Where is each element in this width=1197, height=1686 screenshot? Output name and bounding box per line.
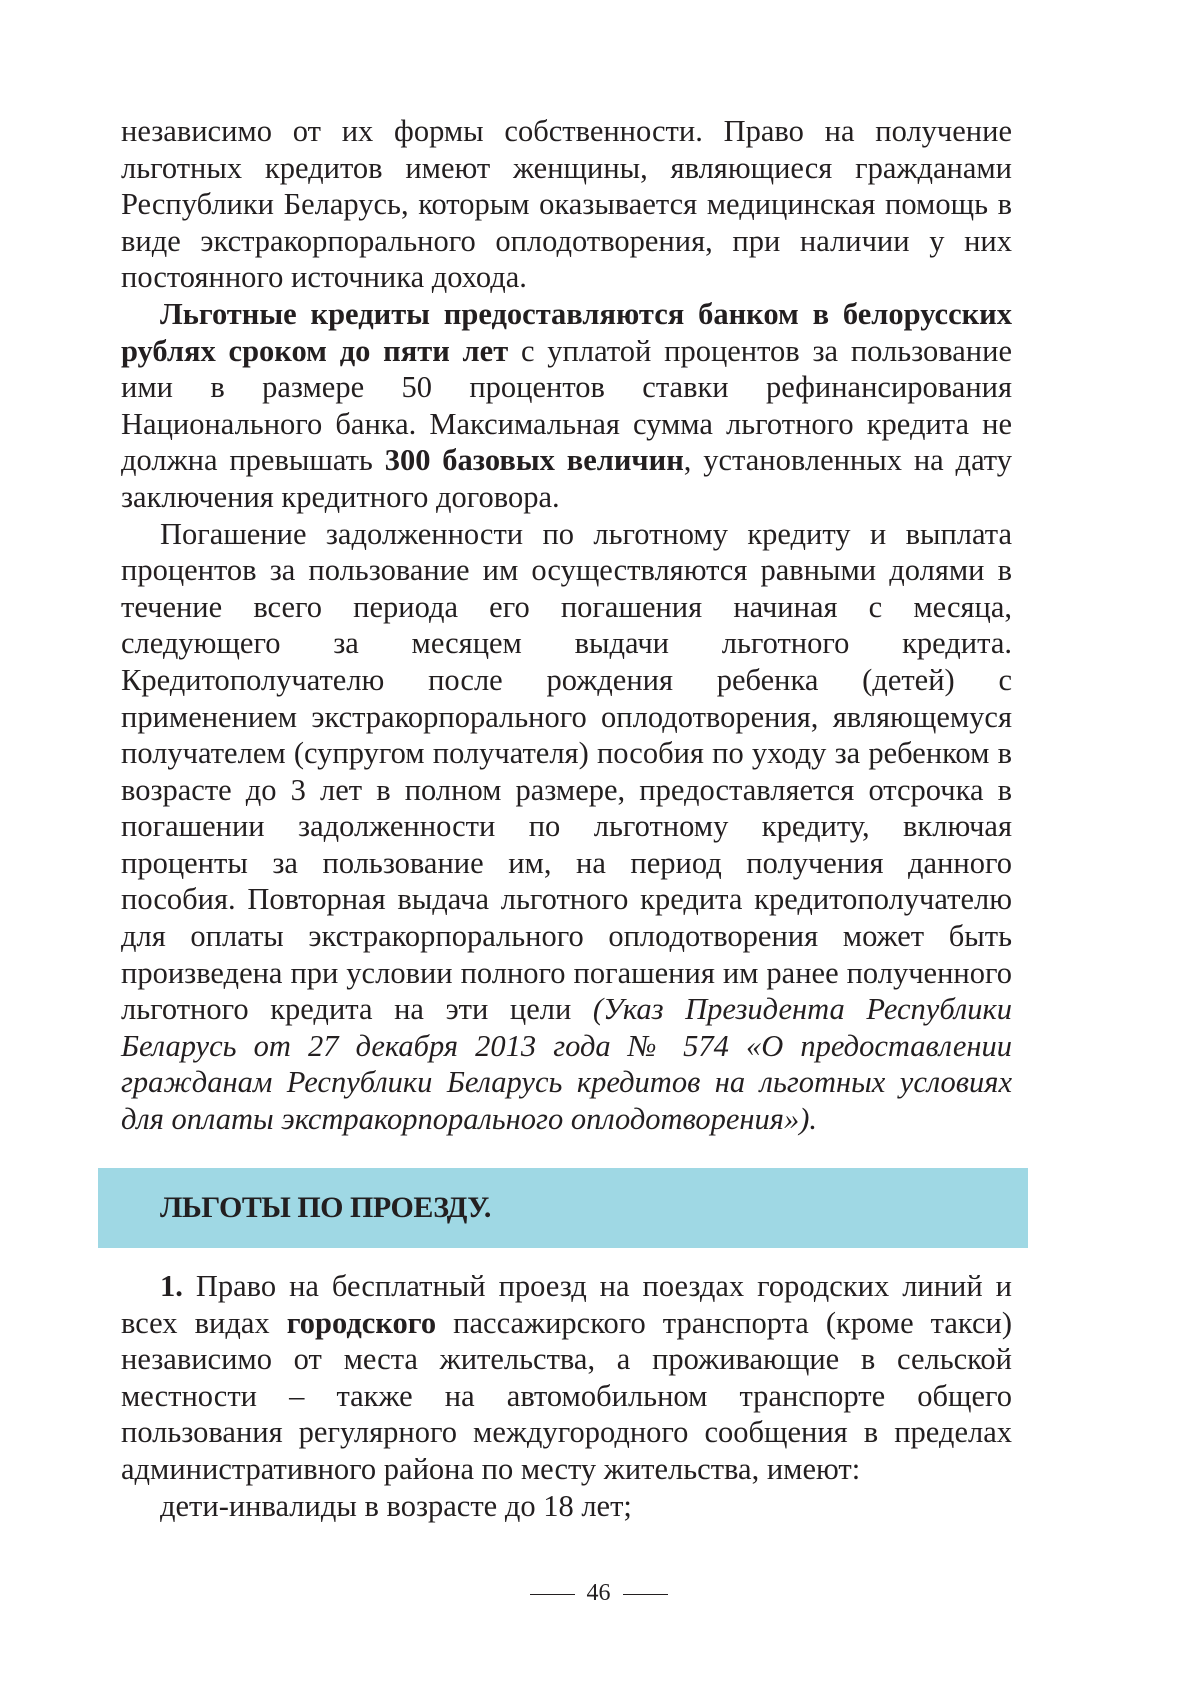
urban-bold: городского: [286, 1305, 437, 1340]
paragraph-continuation: независимо от их формы собственности. Право на получение льготных кредитов имеют женщины, являющиеся гражданами Республики Беларусь, которым оказывается медицинская помощь в виде экстракорпорального оплодотворения, при наличии у них постоянного источника дохода.: [121, 114, 1012, 295]
page-footer: [0, 1578, 1197, 1608]
paragraph-repayment: [121, 516, 1012, 1138]
loan-amount-bold: 300 базовых величин: [384, 443, 684, 478]
paragraph-free-travel: [121, 1268, 1012, 1488]
decree-reference: (Указ Президента Республики Беларусь от 27 декабря 2013 года № 574 «О предоставлении гражданам Республики Беларусь кредитов на льготных условиях для оплаты экстракорпорального оплодотворения»).: [121, 992, 1012, 1137]
section-heading-band: [98, 1168, 1028, 1248]
free-travel-text: Право на бесплатный проезд на поездах городских линий и всех видах: [121, 1269, 1012, 1340]
free-travel-text-end: пассажирского транспорта (кроме такси) независимо от места жительства, а проживающие в сельской местности – также на автомобильном транспорте общего пользования регулярного междугородного сообщения в пределах административного района по месту жительства, имеют:: [121, 1305, 1012, 1486]
section-title: ЛЬГОТЫ ПО ПРОЕЗДУ.: [160, 1191, 491, 1224]
page-number: 46: [586, 1580, 611, 1606]
item-number: 1.: [160, 1269, 183, 1303]
list-item-disabled-children: дети-инвалиды в возрасте до 18 лет;: [160, 1488, 632, 1523]
paragraph-loan-terms: [121, 296, 1012, 516]
footer-rule-right: [623, 1594, 668, 1596]
repayment-text: Погашение задолженности по льготному кредиту и выплата процентов за пользование им осуществляются равными долями в течение всего периода его погашения начиная с месяца, следующего за месяцем выдачи льготного кредита. Кредитополучателю после рождения ребенка (детей) с применением экстракорпорального оплодотворения, являющемуся получателем (супругом получателя) пособия по уходу за ребенком в возрасте до 3 лет в полном размере, предоставляется отсрочка в погашении задолженности по льготному кредиту, включая проценты за пользование им, на период получения данного пособия. Повторная выдача льготного кредита кредитополучателю для оплаты экстракорпорального оплодотворения может быть произведена при условии полного погашения им ранее полученного льготного кредита на эти цели: [121, 516, 1012, 1027]
body-text-top: [121, 113, 1012, 1138]
loan-terms-end: , установленных на дату заключения кредитного договора.: [121, 443, 1012, 514]
loan-terms-text: с уплатой процентов за пользование ими в размере 50 процентов ставки рефинансирования Национального банка. Максимальная сумма льготного кредита не должна превышать: [121, 333, 1012, 478]
body-text-bottom: [121, 1268, 1012, 1524]
loan-terms-bold: Льготные кредиты предоставляются банком в белорусских рублях сроком до пяти лет: [121, 296, 1012, 368]
footer-rule-left: [530, 1594, 575, 1596]
